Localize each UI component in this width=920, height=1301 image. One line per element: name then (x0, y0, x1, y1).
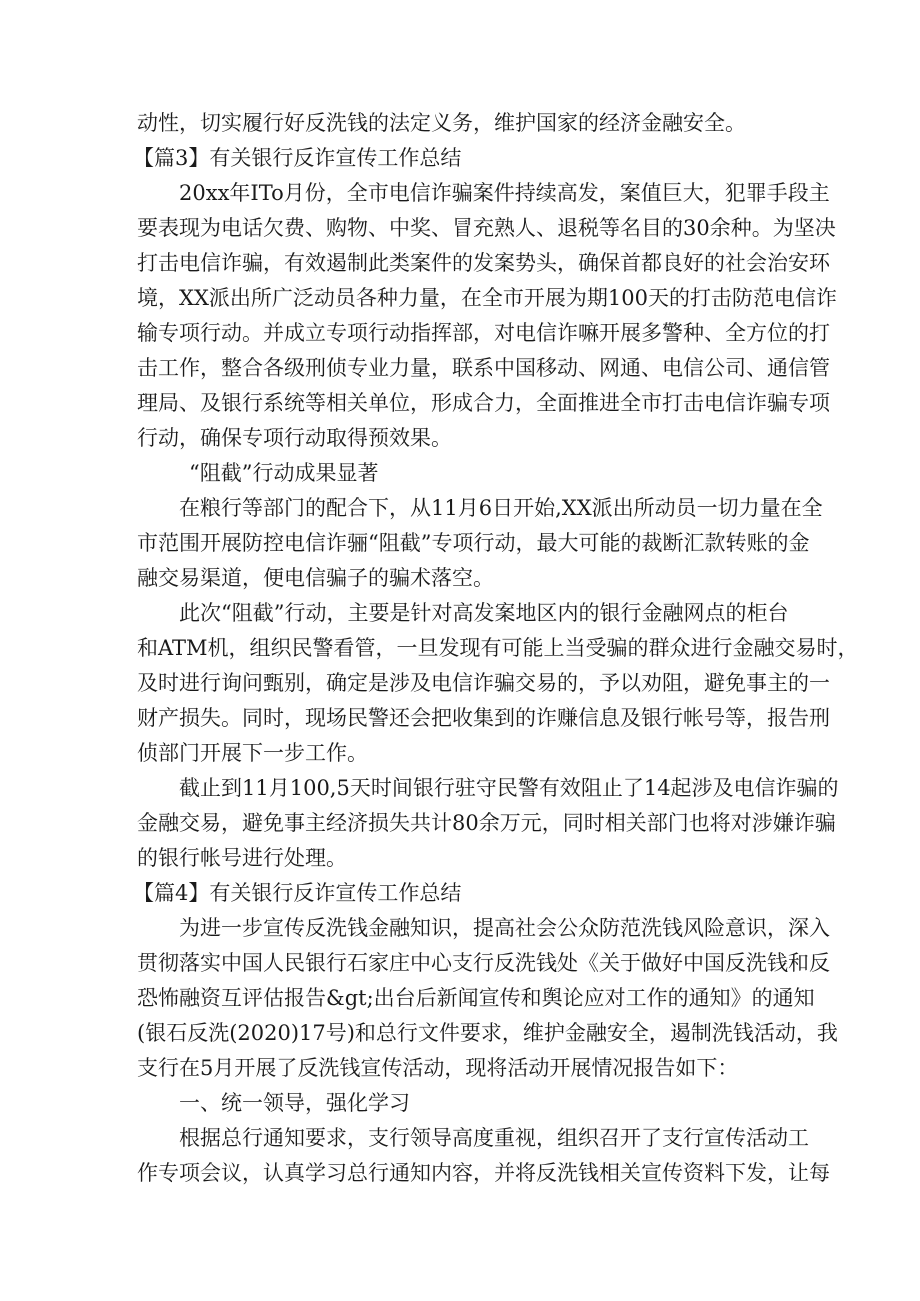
body-line: 财产损失。同时，现场民警还会把收集到的诈赚信息及银行帐号等，报告刑 (137, 706, 830, 730)
document-page (133, 106, 859, 1191)
body-line: 境，XX派出所广泛动员各种力量，在全市开展为期100天的打击防范电信诈 (137, 286, 837, 310)
body-line: 此次“阻截”行动，主要是针对高发案地区内的银行金融网点的柜台 (179, 601, 789, 625)
body-line: 在粮行等部门的配合下，从11月6日开始,XX派出所动员一切力量在全 (179, 496, 823, 520)
body-line: 输专项行动。并成立专项行动指挥部，对电信诈嘛开展多警种、全方位的打 (137, 321, 830, 345)
body-line: 要表现为电话欠费、购物、中奖、冒充熟人、退税等名目的30余种。为坚决 (137, 216, 836, 240)
body-line: 的银行帐号进行处理。 (137, 846, 347, 870)
body-line: 20xx年ITo月份，全市电信诈骗案件持续高发，案值巨大，犯罪手段主 (179, 181, 830, 205)
body-line: 根据总行通知要求，支行领导高度重视，组织召开了支行宣传活动工 (179, 1126, 809, 1150)
body-line: 行动，确保专项行动取得预效果。 (137, 426, 452, 450)
body-line: 融交易渠道，便电信骗子的骗术落空。 (137, 566, 494, 590)
section-heading-3: 【篇3】有关银行反诈宣传工作总结 (133, 146, 462, 170)
body-line: 打击电信诈骗，有效遏制此类案件的发案势头，确保首都良好的社会治安环 (137, 251, 830, 275)
body-line: 市范围开展防控电信诈骊“阻截”专项行动，最大可能的裁断汇款转账的金 (137, 531, 810, 555)
body-line: 击工作，整合各级刑侦专业力量，联系中国移动、网通、电信公司、通信管 (137, 356, 830, 380)
body-line: 及时进行询问甄别，确定是涉及电信诈骗交易的，予以劝阻，避免事主的一 (137, 671, 830, 695)
section-heading-4: 【篇4】有关银行反诈宣传工作总结 (133, 881, 462, 905)
body-line: 和ATM机，组织民警看管，一旦发现有可能上当受骗的群众进行金融交易时， (137, 636, 859, 660)
body-line: 恐怖融资互评估报告&gt;出台后新闻宣传和舆论应对工作的通知》的通知 (137, 986, 815, 1010)
body-line: 动性，切实履行好反洗钱的法定义务，维护国家的经济金融安全。 (137, 111, 746, 135)
subheading: 一、统一领导，强化学习 (179, 1091, 410, 1115)
body-line: 支行在5月开展了反洗钱宣传活动，现将活动开展情况报告如下： (137, 1056, 739, 1080)
subheading: “阻截”行动成果显著 (189, 461, 379, 485)
body-line: 截止到11月100,5天时间银行驻守民警有效阻止了14起涉及电信诈骗的 (179, 776, 839, 800)
body-line: 金融交易，避免事主经济损失共计80余万元，同时相关部门也将对涉嫌诈骗 (137, 811, 836, 835)
body-line: 侦部门开展下一步工作。 (137, 741, 368, 765)
body-line: 为进一步宣传反洗钱金融知识，提高社会公众防范洗钱风险意识，深入 (179, 916, 830, 940)
body-line: (银石反洗(2020)17号)和总行文件要求，维护金融安全，遏制洗钱活动，我 (137, 1021, 838, 1045)
body-line: 作专项会议，认真学习总行通知内容，并将反洗钱相关宣传资料下发，让每 (137, 1161, 830, 1185)
body-line: 理局、及银行系统等相关单位，形成合力，全面推进全市打击电信诈骗专项 (137, 391, 830, 415)
body-line: 贯彻落实中国人民银行石家庄中心支行反洗钱处《关于做好中国反洗钱和反 (137, 951, 830, 975)
